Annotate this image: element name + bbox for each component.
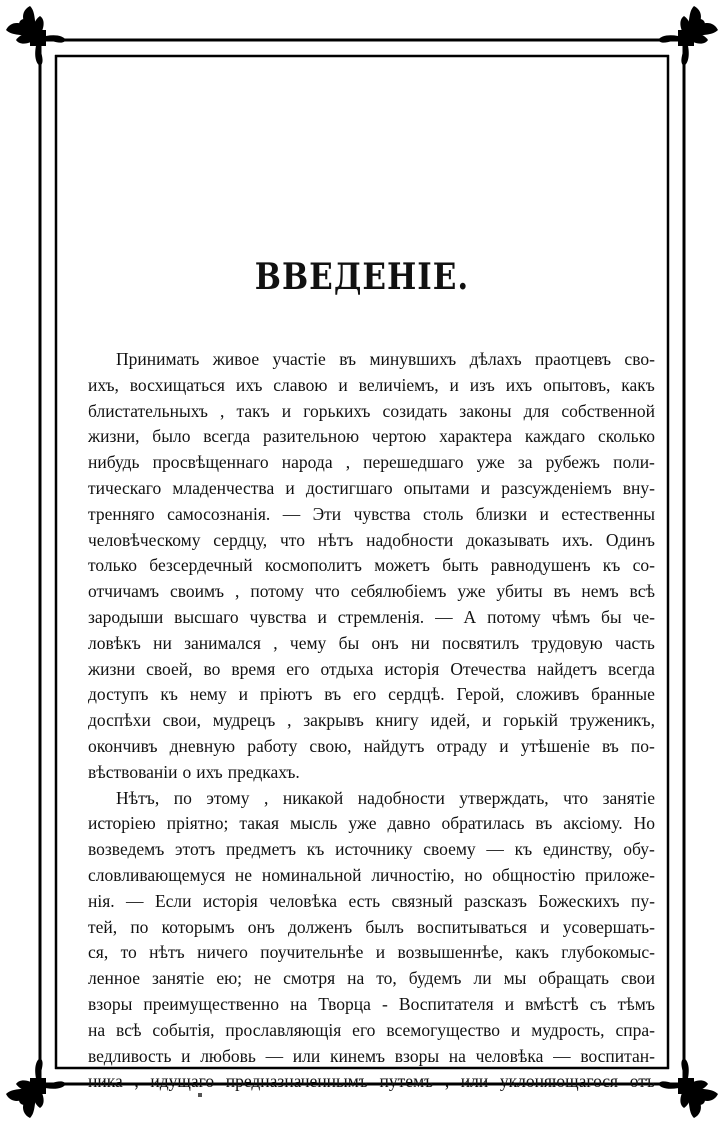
paragraph-1 <box>88 347 655 786</box>
text-line: ведливость и любовь — или кинемъ взоры на человѣка — воспитан- <box>88 1045 655 1066</box>
text-line: ника , идущаго предназначеннымъ путемъ , или уклоняющагося отъ <box>88 1071 655 1092</box>
text-line: тей, по которымъ онъ долженъ былъ воспитываться и усовершать- <box>88 916 655 937</box>
page-mark <box>198 1093 202 1097</box>
text-line: исторіею пріятно; такая мысль уже давно обратилась въ аксіому. Но <box>88 813 655 834</box>
text-line: нибудь просвѣщеннаго народа , перешедшаго уже за рубежъ поли- <box>88 452 655 473</box>
text-line: возведемъ этотъ предметъ къ источнику своему — къ единству, обу- <box>88 839 655 860</box>
text-line: зародыши высшаго чувства и стремленія. — А потому чѣмъ бы че- <box>88 606 655 627</box>
text-line: доспѣхи свои, мудрецъ , закрывъ книгу идей, и горькій труженикъ, <box>88 710 655 731</box>
text-line: нія. — Если исторія человѣка есть связный разсказъ Божескихъ пу- <box>88 890 655 911</box>
text-line: окончивъ дневную работу свою, найдутъ отраду и утѣшеніе въ по- <box>88 735 655 756</box>
text-line: отчичамъ своимъ , потому что себялюбіемъ уже убиты въ немъ всѣ <box>88 581 655 602</box>
text-line: блистательныхъ , такъ и горькихъ созидать законы для собственной <box>88 400 655 421</box>
text-line: Принимать живое участіе въ минувшихъ дѣлахъ праотцевъ сво- <box>116 349 655 369</box>
text-line: словливающемуся не номинальной личностію, но общностію приложе- <box>88 864 655 885</box>
text-line: Нѣтъ, по этому , никакой надобности утверждать, что занятіе <box>116 787 655 808</box>
text-line: ленное занятіе ею; не смотря на то, будемъ ли мы обращать свои <box>88 968 655 989</box>
text-line: тическаго младенчества и достигшаго опытами и разсужденіемъ вну- <box>88 477 655 498</box>
text-line: вѣствованіи о ихъ предкахъ. <box>88 761 300 782</box>
paragraph-2 <box>88 786 655 1096</box>
text-line: ихъ, восхищаться ихъ славою и величіемъ, и изъ ихъ опытовъ, какъ <box>88 374 655 395</box>
text-line: жизни, было всегда разительною чертою характера каждаго сколько <box>88 426 655 447</box>
text-line: человѣческому сердцу, что нѣтъ надобности доказывать ихъ. Одинъ <box>88 529 655 550</box>
text-line: тренняго самосознанія. — Эти чувства столь близки и естественны <box>88 503 655 524</box>
body-text <box>88 347 655 1095</box>
text-line: только безсердечный космополитъ можетъ быть равнодушенъ къ со- <box>88 555 655 576</box>
text-line: взоры преимущественно на Творца - Воспитателя и вмѣстѣ съ тѣмъ <box>88 993 655 1014</box>
text-line: жизни своей, во время его отдыха исторія Отечества найдетъ всегда <box>88 658 655 679</box>
text-line: доступъ къ нему и пріютъ въ его сердцѣ. Герой, сложивъ бранные <box>88 684 655 705</box>
page-title: ВВЕДЕНІЕ. <box>254 256 470 299</box>
text-line: ловѣкъ ни занимался , чему бы онъ ни посвятилъ трудовую часть <box>88 632 655 653</box>
text-line: на всѣ событія, прославляющія его всемогущество и мудрость, спра- <box>88 1019 655 1040</box>
text-line: ся, то нѣтъ ничего поучительнѣе и возвышеннѣе, какъ глубокомыс- <box>88 942 655 963</box>
